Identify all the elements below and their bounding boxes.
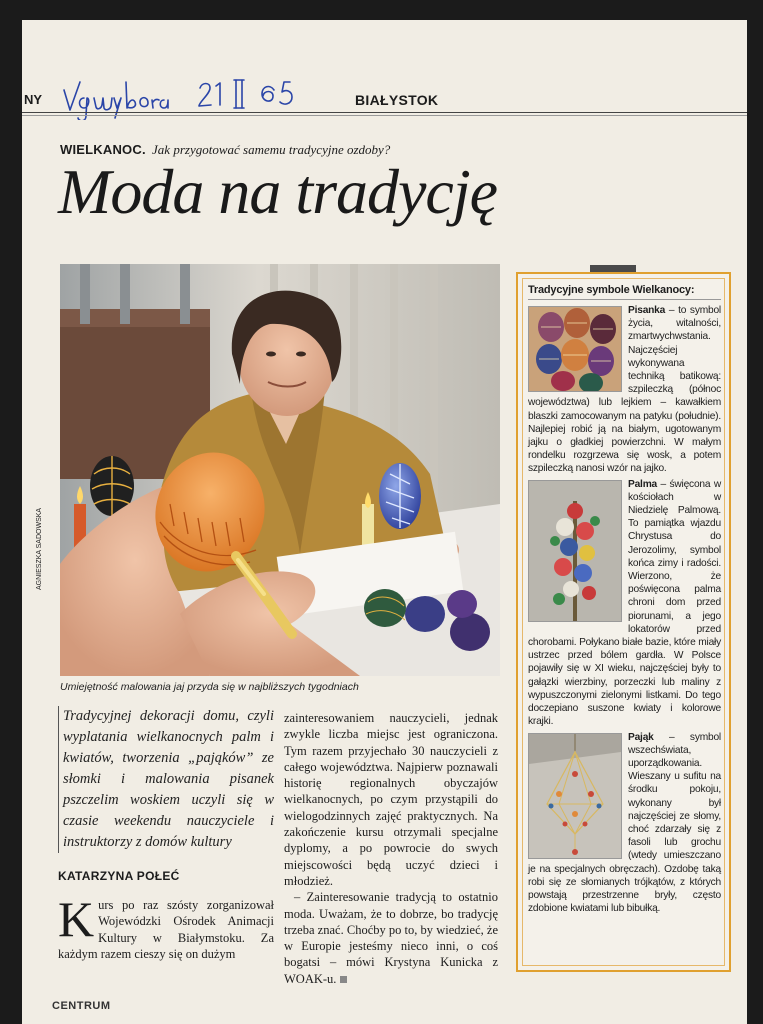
newspaper-clipping	[22, 20, 747, 1024]
sidebar-term-palma: Palma	[628, 478, 658, 490]
sidebar-title-rule	[528, 299, 721, 300]
pajak-photo	[528, 733, 622, 859]
end-mark	[340, 976, 347, 983]
sidebar-text-palma: – święcona w kościołach w Niedzielę Palmową. To pamiątka wjazdu Chrystusa do Jerozolimy, symbol końca zimy i radości. Wierzono, że poświęcona palma chroni dom przed piorunami, a jego lokatorów przed chorobami. Połykano białe bazie, które miały ustrzec przed bólem gardła. W Polsce pojawiły się w XI wieku, najczęściej były to gałązki wierzbiny, porzeczki lub maliny z wypuszczonymi zielonymi listkami. Do tego doczepiano suszone kwiaty i kolorowe krajki.	[528, 478, 721, 728]
article-photo	[60, 264, 500, 676]
article-lead: Tradycyjnej dekoracji domu, czyli wyplatania wielkanocnych palm i kwiatów, tworzenia „pająków” ze słomki i malowania pisanek pszczelim woskiem uczyli się w czasie weekendu nauczyciele i instruktorzy z domów kultury	[58, 706, 274, 853]
header-prefix: NY	[24, 92, 43, 107]
article-body-third: – Zainteresowanie tradycją to ostatnio moda. Uważam, że to dobrze, bo tradycję trzeba znać. Choćby po to, by wiedzieć, że w Europie jesteśmy nieco inni, o coś bogatsi – mówi Krystyna Kunicka z WOAK-u.	[284, 890, 498, 986]
article-author: KATARZYNA POŁEĆ	[58, 869, 180, 883]
drop-cap: K	[58, 891, 95, 947]
photo-credit: AGNIESZKA SADOWSKA	[36, 507, 43, 590]
sidebar-text-pajak: – symbol wszechświata, uporządkowania. Wieszany u sufitu na środku pokoju, wykonany był najczęściej ze słomy, choć zdarzały się z fasoli lub grochu (wtedy umieszczano je na specjalnych obręczach). Ozdobę taką robi się ze słomianych trójkątów, z których powstają przestrzenne bryły, często zdobione kwiatami lub bibułką.	[528, 731, 721, 915]
header-city: BIAŁYSTOK	[355, 92, 439, 108]
palma-photo	[528, 480, 622, 622]
sidebar-term-pajak: Pająk	[628, 731, 654, 743]
kicker-label: WIELKANOC.	[60, 142, 146, 157]
footer-fragment: CENTRUM	[52, 1000, 111, 1012]
article-body-first: urs po raz szósty zorganizował Wojewódzki Ośrodek Animacji Kultury w Białymstoku. Za każdym razem cieszy się on dużym	[58, 898, 274, 961]
handwritten-note	[60, 76, 310, 120]
pisanka-photo	[528, 306, 622, 392]
sidebar-title: Tradycyjne symbole Wielkanocy:	[528, 284, 695, 296]
sidebar-text-pisanka: – to symbol życia, witalności, zmartwychwstania. Najczęściej wykonywana techniką batikową: szpileczką (północ województwa) lub lejkiem – kawałkiem blaszki zamocowanym na patyku (południe). Najlepiej robić ją na białym, ugotowanym jajku o gładkiej powierzchni. W małym rondelku rozgrzewa się wosk, a potem szpileczką nanosi wzór na jajko.	[528, 305, 721, 475]
article-column-right	[284, 710, 498, 987]
header-rule-secondary	[22, 115, 747, 116]
photo-caption: Umiejętność malowania jaj przyda się w najbliższych tygodniach	[60, 681, 359, 693]
sidebar-content	[528, 284, 721, 915]
header-rule	[22, 112, 747, 113]
sidebar-term-pisanka: Pisanka	[628, 305, 666, 316]
headline: Moda na tradycję	[58, 156, 497, 227]
sidebar-box	[516, 272, 731, 972]
article-column-left	[58, 706, 274, 962]
article-body-start	[58, 891, 274, 962]
article-body-second: zainteresowaniem nauczycieli, jednak zwykle liczba miejsc jest ograniczona. Tym razem przyjechało 30 nauczycieli z całego województwa. Najpierw poznawali historię regionalnych obyczajów wielkanocnych, po czym przystąpili do wielogodzinnych zajęć praktycznych. Na zakończenie kursu otrzymali specjalne dyplomy, a po powrocie do swych miejscowości będą uczyć dzieci i młodzież.	[284, 711, 498, 888]
kicker-question: Jak przygotować samemu tradycyjne ozdoby?	[152, 142, 391, 157]
article-body-third-paragraph	[284, 889, 498, 987]
